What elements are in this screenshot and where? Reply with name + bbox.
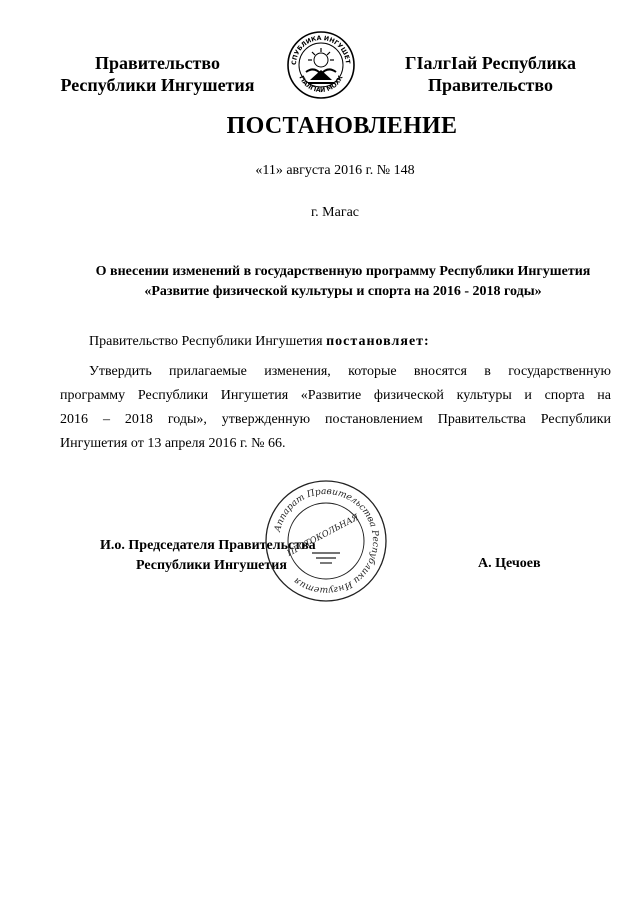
document-type-title: ПОСТАНОВЛЕНИЕ xyxy=(226,113,458,139)
svg-text:ГIАЛГIАЙ МОХК: ГIАЛГIАЙ МОХК xyxy=(297,74,345,95)
svg-text:ПРОТОКОЛЬНАЯ: ПРОТОКОЛЬНАЯ xyxy=(285,512,361,559)
document-date-number: «11» августа 2016 г. № 148 xyxy=(255,163,415,178)
body-paragraph xyxy=(60,360,611,456)
subject-line2: «Развитие физической культуры и спорта на 2016 - 2018 годы» xyxy=(144,284,542,299)
document-place: г. Магас xyxy=(311,205,359,220)
signatory-position-line2: Республики Ингушетия xyxy=(136,558,287,573)
resolve-prefix: Правительство Республики Ингушетия xyxy=(89,334,327,349)
resolve-word: постановляет: xyxy=(326,334,430,349)
body-line: 2016 – 2018 годы», утвержденную постановлением Правительства Республики xyxy=(60,412,611,427)
coat-of-arms-icon xyxy=(286,30,356,100)
svg-text:Аппарат Правительства Республи: Аппарат Правительства Республики Ингушетия xyxy=(272,486,381,596)
body-line: Утвердить прилагаемые изменения, которые вносятся в государственную xyxy=(89,364,611,379)
body-line: программу Республики Ингушетия «Развитие физической культуры и спорта на xyxy=(60,388,611,403)
signatory-position-line1: И.о. Председателя Правительства xyxy=(100,538,316,553)
round-stamp-icon xyxy=(262,477,390,605)
header-right-line1: ГIалгIай Республика xyxy=(405,53,576,73)
header-left-line1: Правительство xyxy=(95,53,220,73)
resolve-line xyxy=(89,334,430,350)
header-left xyxy=(40,52,275,96)
header-right xyxy=(378,52,603,96)
header-left-line2: Республики Ингушетия xyxy=(60,75,255,95)
svg-text:РЕСПУБЛИКА ИНГУШЕТИЯ: СПУБЛИКА ИНГУШЕТ xyxy=(290,34,352,66)
subject-line1: О внесении изменений в государственную программу Республики Ингушетия xyxy=(95,264,591,279)
body-line: Ингушетия от 13 апреля 2016 г. № 66. xyxy=(60,436,286,451)
header-right-line2: Правительство xyxy=(428,75,553,95)
document-subject xyxy=(60,262,626,302)
signatory-name: А. Цечоев xyxy=(478,556,541,571)
